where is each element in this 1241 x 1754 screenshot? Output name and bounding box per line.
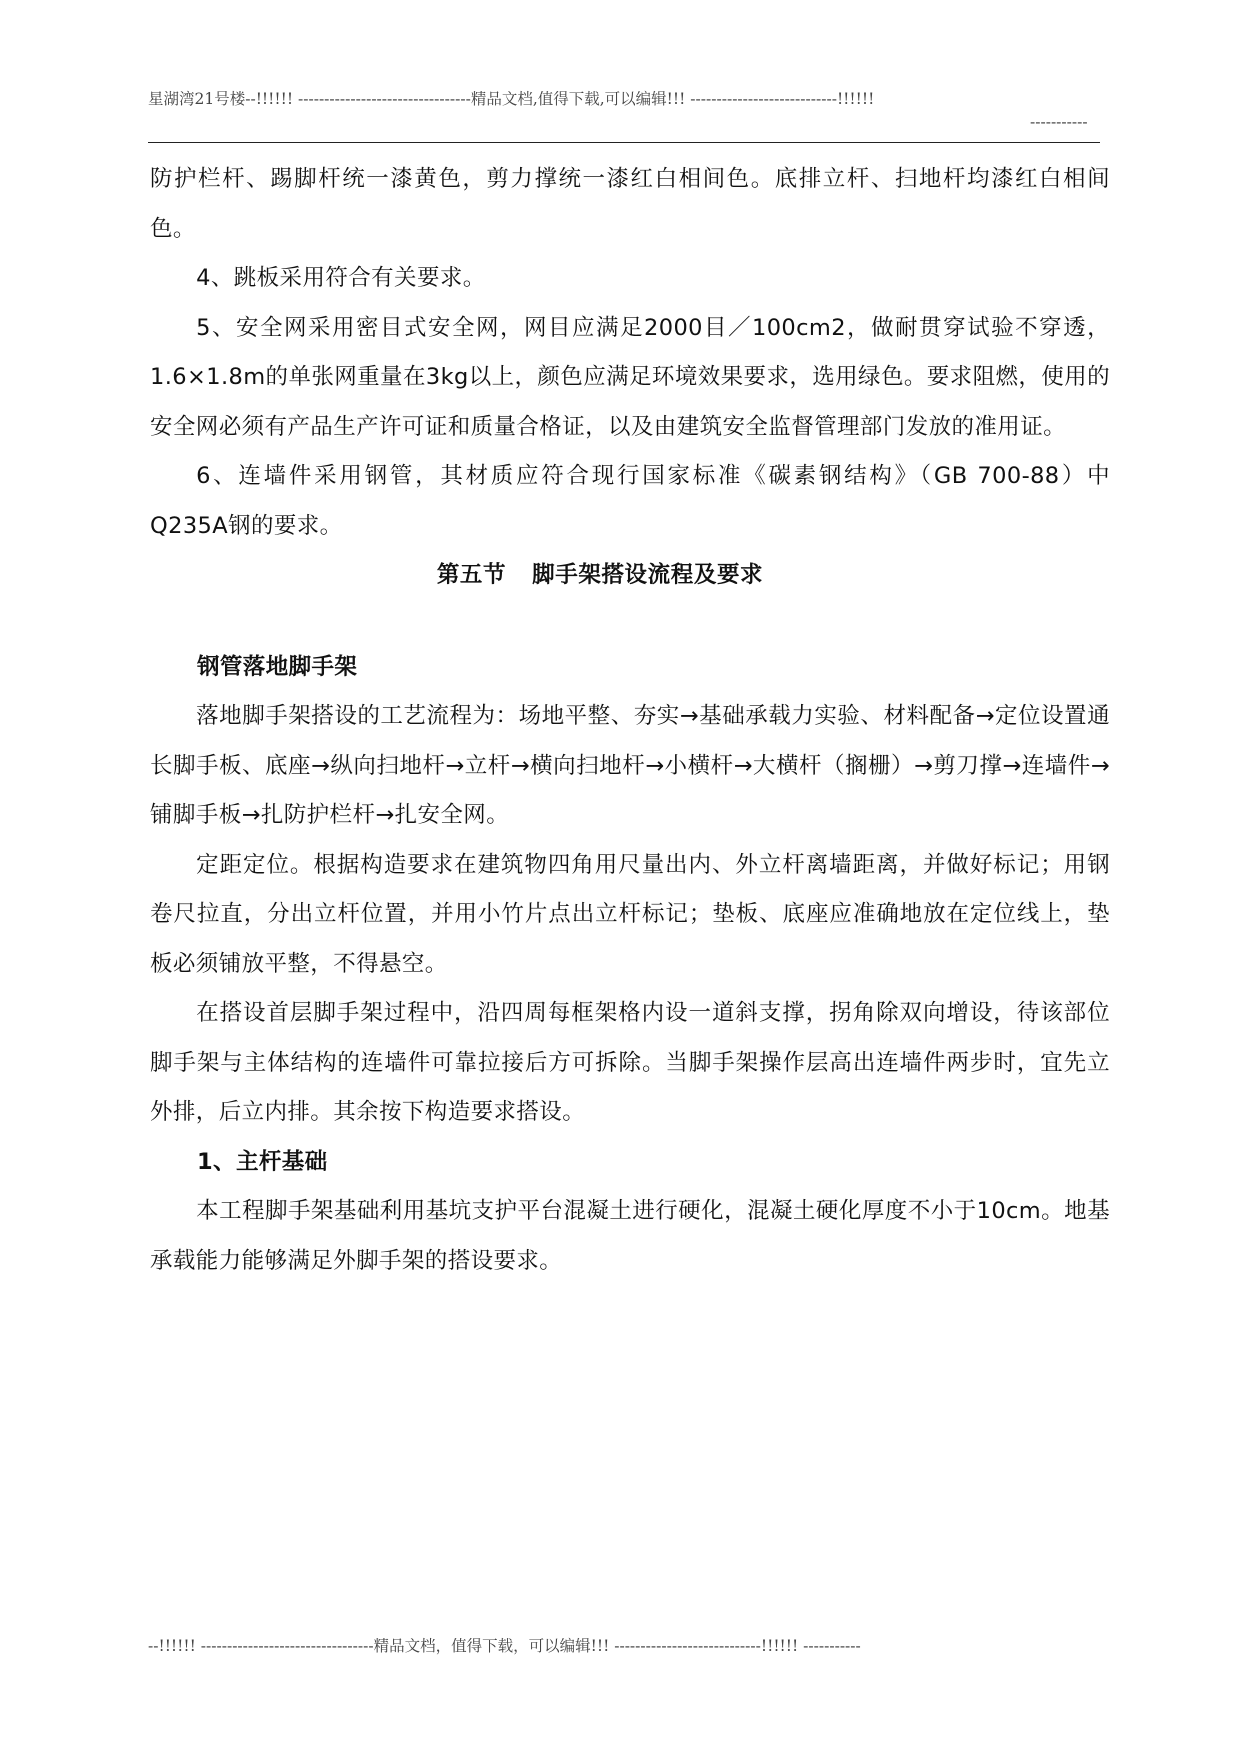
paragraph-positioning: 定距定位。根据构造要求在建筑物四角用尺量出内、外立杆离墙距离，并做好标记；用钢卷尺拉直，分出立杆位置，并用小竹片点出立杆标记；垫板、底座应准确地放在定位线上，垫板必须铺放平整，不得悬空。 bbox=[150, 851, 1110, 977]
section-number: 第五节 bbox=[436, 562, 507, 588]
paragraph-item-5: 5、安全网采用密目式安全网，网目应满足2000目／100cm2，做耐贯穿试验不穿透，1.6×1.8m的单张网重量在3kg以上，颜色应满足环境效果要求，选用绿色。要求阻燃，使用的安全网必须有产品生产许可证和质量合格证，以及由建筑安全监督管理部门发放的准用证。 bbox=[150, 314, 1110, 440]
page-header-continuation: ----------- bbox=[1030, 113, 1088, 131]
paragraph-item-4: 4、跳板采用符合有关要求。 bbox=[196, 265, 486, 291]
subsection-heading: 钢管落地脚手架 bbox=[197, 653, 358, 680]
section-title bbox=[150, 551, 1110, 601]
page-header: 星湖湾21号楼--!!!!!! ---------------------------------精品文档,值得下载,可以编辑!!! ----------------------------!!!!!! bbox=[148, 90, 875, 108]
page-footer: --!!!!!! ---------------------------------精品文档，值得下载，可以编辑!!! ----------------------------!!!!!! ----------- bbox=[148, 1637, 861, 1655]
document-body bbox=[150, 155, 1110, 1286]
item-1-heading: 1、主杆基础 bbox=[197, 1148, 328, 1175]
paragraph-process-flow: 落地脚手架搭设的工艺流程为：场地平整、夯实→基础承载力实验、材料配备→定位设置通长脚手板、底座→纵向扫地杆→立杆→横向扫地杆→小横杆→大横杆（搁栅）→剪刀撑→连墙件→铺脚手板→扎防护栏杆→扎安全网。 bbox=[150, 703, 1110, 828]
header-divider bbox=[148, 142, 1100, 143]
paragraph-first-layer: 在搭设首层脚手架过程中，沿四周每框架格内设一道斜支撑，拐角除双向增设，待该部位脚手架与主体结构的连墙件可靠拉接后方可拆除。当脚手架操作层高出连墙件两步时，宜先立外排，后立内排。其余按下构造要求搭设。 bbox=[150, 1000, 1110, 1125]
section-heading: 脚手架搭设流程及要求 bbox=[532, 562, 764, 588]
paragraph-paint-colors: 防护栏杆、踢脚杆统一漆黄色，剪力撑统一漆红白相间色。底排立杆、扫地杆均漆红白相间色。 bbox=[150, 166, 1110, 242]
paragraph-item-6: 6、连墙件采用钢管，其材质应符合现行国家标准《碳素钢结构》（GB 700-88）中Q235A钢的要求。 bbox=[150, 463, 1110, 539]
paragraph-foundation: 本工程脚手架基础利用基坑支护平台混凝土进行硬化，混凝土硬化厚度不小于10cm。地基承载能力能够满足外脚手架的搭设要求。 bbox=[150, 1198, 1110, 1274]
